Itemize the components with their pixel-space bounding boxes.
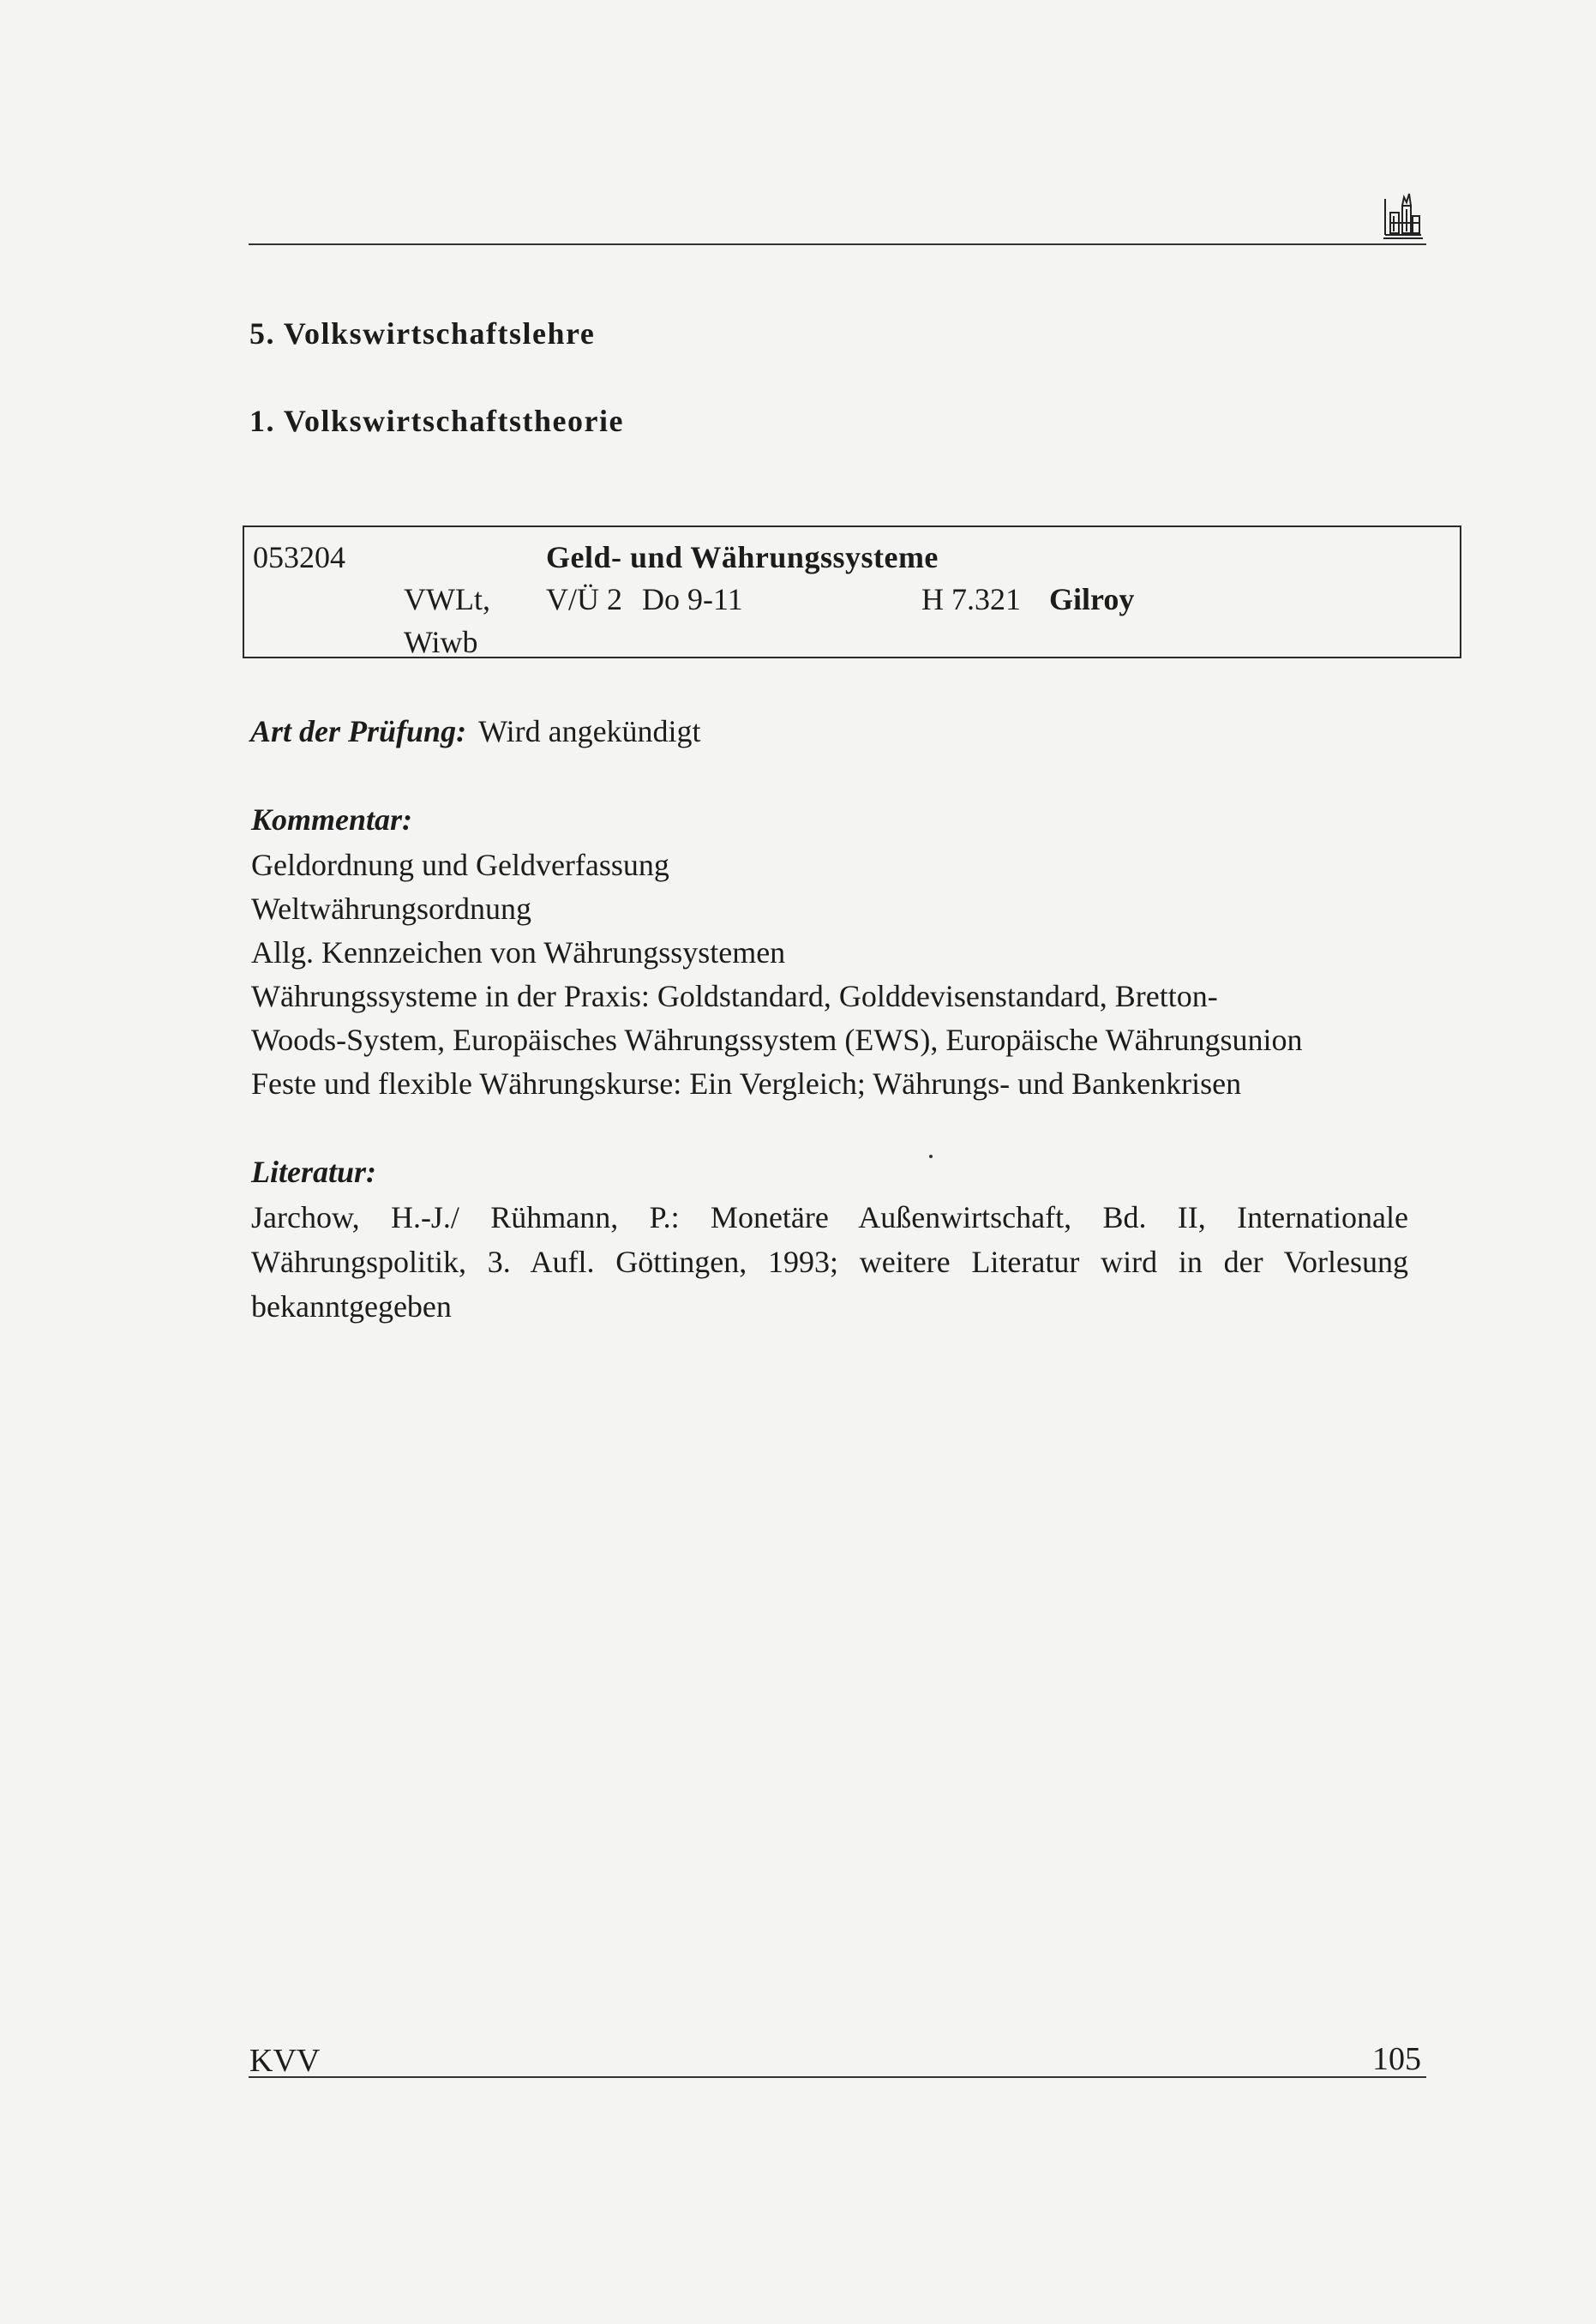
exam-value: Wird angekündigt	[478, 714, 701, 748]
scan-speck	[929, 1155, 933, 1158]
literatur-label: Literatur:	[251, 1155, 377, 1189]
course-program: VWLt,	[404, 582, 490, 616]
course-time: Do 9-11	[642, 582, 743, 616]
kommentar-line: Währungssysteme in der Praxis: Goldstandard, Golddevisenstandard, Bretton-	[251, 979, 1218, 1013]
course-room: H 7.321	[921, 582, 1021, 616]
castle-logo-icon	[1382, 190, 1425, 242]
kommentar-label: Kommentar:	[251, 802, 413, 837]
exam-info	[250, 713, 701, 749]
section-heading: 5. Volkswirtschaftslehre	[249, 316, 596, 351]
kommentar-line: Woods-System, Europäisches Währungssystem (EWS), Europäische Währungsunion	[251, 1023, 1303, 1057]
kommentar-line: Feste und flexible Währungskurse: Ein Vergleich; Währungs- und Bankenkrisen	[251, 1066, 1242, 1101]
course-title: Geld- und Währungssysteme	[546, 540, 939, 574]
course-lecturer: Gilroy	[1049, 582, 1135, 616]
exam-label: Art der Prüfung:	[250, 714, 467, 748]
course-number: 053204	[253, 540, 345, 574]
course-program-secondary: Wiwb	[404, 625, 478, 659]
footer-rule	[249, 2076, 1426, 2078]
kommentar-line: Weltwährungsordnung	[251, 892, 532, 926]
header-rule	[249, 243, 1426, 245]
course-type: V/Ü 2	[546, 582, 622, 616]
kommentar-line: Allg. Kennzeichen von Währungssystemen	[251, 935, 786, 970]
page-number: 105	[1372, 2041, 1421, 2077]
subsection-heading: 1. Volkswirtschaftstheorie	[249, 404, 624, 438]
course-info-box	[243, 525, 1461, 658]
footer-label: KVV	[249, 2043, 321, 2079]
literatur-text: Jarchow, H.-J./ Rühmann, P.: Monetäre Außenwirtschaft, Bd. II, Internationale Währungspolitik, 3. Aufl. Göttingen, 1993; weitere Literatur wird in der Vorlesung bekanntgegeben	[251, 1200, 1408, 1324]
kommentar-line: Geldordnung und Geldverfassung	[251, 848, 669, 882]
